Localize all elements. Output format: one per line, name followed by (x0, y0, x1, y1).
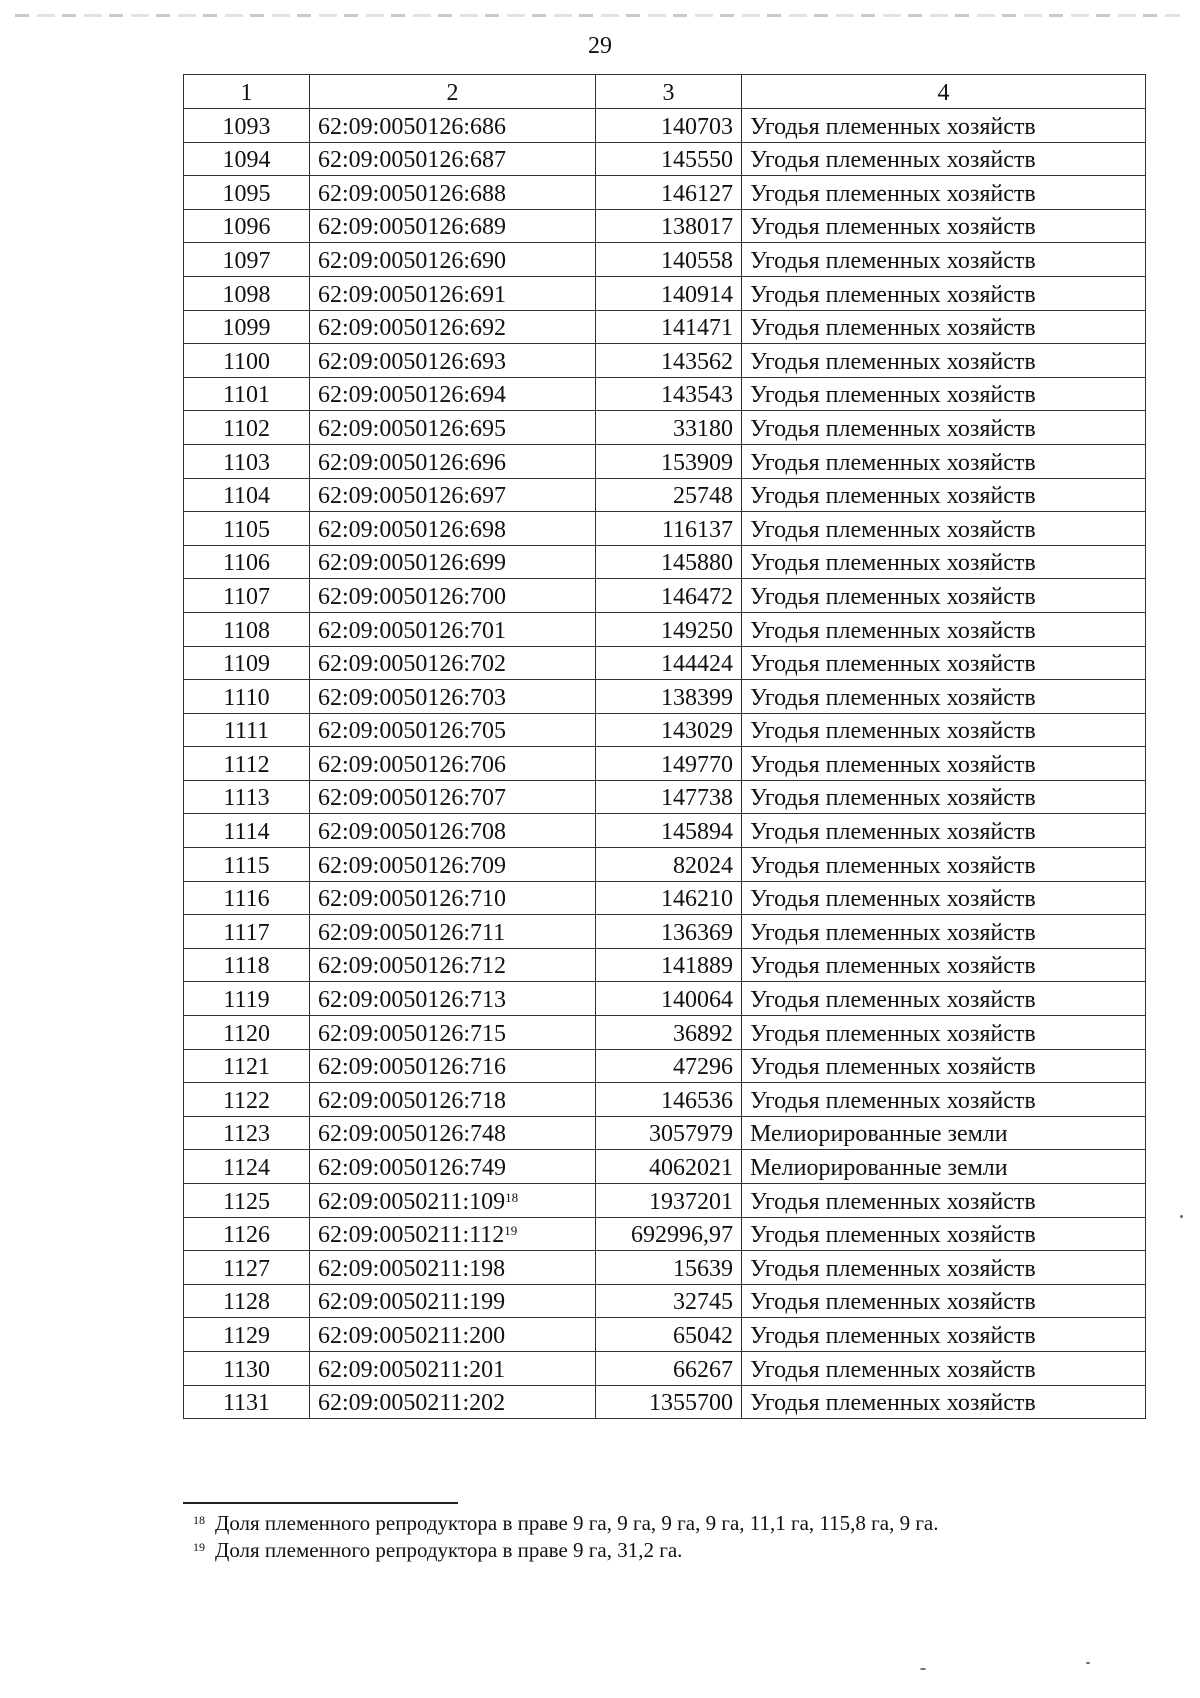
land-plots-table (183, 74, 1146, 1419)
area-value: 66267 (596, 1351, 742, 1385)
cadastral-number: 62:09:0050126:710 (318, 886, 507, 913)
cadastral-number: 62:09:0050126:713 (318, 987, 507, 1014)
land-type: Угодья племенных хозяйств (742, 1049, 1146, 1083)
land-type: Угодья племенных хозяйств (742, 848, 1146, 882)
land-type: Мелиорированные земли (742, 1150, 1146, 1184)
cadastral-number: 62:09:0050126:687 (318, 147, 507, 174)
row-number: 1104 (184, 478, 310, 512)
cadastral-number-cell (310, 680, 596, 714)
land-type: Угодья племенных хозяйств (742, 915, 1146, 949)
row-number: 1103 (184, 444, 310, 478)
area-value: 1355700 (596, 1385, 742, 1419)
table-body (184, 109, 1146, 1419)
cadastral-number: 62:09:0050126:705 (318, 718, 507, 745)
row-number: 1108 (184, 612, 310, 646)
land-type: Угодья племенных хозяйств (742, 1083, 1146, 1117)
table-row (184, 1016, 1146, 1050)
table-row (184, 814, 1146, 848)
row-number: 1111 (184, 713, 310, 747)
cadastral-number-cell (310, 1217, 596, 1251)
cadastral-number-cell (310, 209, 596, 243)
cadastral-number: 62:09:0050126:686 (318, 113, 507, 140)
cadastral-number-cell (310, 176, 596, 210)
cadastral-number-cell (310, 512, 596, 546)
cadastral-number-cell (310, 478, 596, 512)
cadastral-number-cell (310, 310, 596, 344)
cadastral-number-cell (310, 948, 596, 982)
table-row (184, 848, 1146, 882)
cadastral-number: 62:09:0050126:716 (318, 1054, 507, 1081)
cadastral-number-cell (310, 881, 596, 915)
land-type: Угодья племенных хозяйств (742, 176, 1146, 210)
row-number: 1117 (184, 915, 310, 949)
row-number: 1099 (184, 310, 310, 344)
row-number: 1125 (184, 1184, 310, 1218)
area-value: 692996,97 (596, 1217, 742, 1251)
footnote-divider (183, 1502, 458, 1504)
area-value: 145550 (596, 142, 742, 176)
row-number: 1105 (184, 512, 310, 546)
cadastral-number-cell (310, 713, 596, 747)
cadastral-number: 62:09:0050126:695 (318, 415, 507, 442)
land-type: Угодья племенных хозяйств (742, 747, 1146, 781)
area-value: 82024 (596, 848, 742, 882)
footnote-ref: 19 (504, 1223, 518, 1239)
cadastral-number-cell (310, 612, 596, 646)
cadastral-number: 62:09:0050126:700 (318, 583, 507, 610)
cadastral-number-cell (310, 243, 596, 277)
cadastral-number: 62:09:0050126:692 (318, 315, 507, 342)
table-row (184, 1049, 1146, 1083)
row-number: 1096 (184, 209, 310, 243)
area-value: 143543 (596, 377, 742, 411)
cadastral-number-cell (310, 1049, 596, 1083)
cadastral-number-cell (310, 1184, 596, 1218)
cadastral-number: 62:09:0050126:694 (318, 382, 507, 409)
area-value: 143562 (596, 344, 742, 378)
area-value: 140914 (596, 276, 742, 310)
cadastral-number: 62:09:0050126:712 (318, 953, 507, 980)
table-row (184, 747, 1146, 781)
land-type: Угодья племенных хозяйств (742, 344, 1146, 378)
footnote-18 (193, 1510, 939, 1537)
footnote-text: Доля племенного репродуктора в праве 9 га, 31,2 га. (215, 1538, 683, 1562)
row-number: 1120 (184, 1016, 310, 1050)
table-row (184, 915, 1146, 949)
cadastral-number-cell (310, 109, 596, 143)
row-number: 1115 (184, 848, 310, 882)
area-value: 147738 (596, 780, 742, 814)
cadastral-number-cell (310, 444, 596, 478)
cadastral-number: 62:09:0050126:697 (318, 483, 507, 510)
table-row (184, 1217, 1146, 1251)
cadastral-number: 62:09:0050126:711 (318, 919, 506, 946)
table-row (184, 545, 1146, 579)
land-type: Угодья племенных хозяйств (742, 411, 1146, 445)
table-row (184, 176, 1146, 210)
land-type: Угодья племенных хозяйств (742, 646, 1146, 680)
table-row (184, 579, 1146, 613)
cadastral-number: 62:09:0050126:688 (318, 180, 507, 207)
table-row (184, 1184, 1146, 1218)
table-row (184, 612, 1146, 646)
cadastral-number-cell (310, 1116, 596, 1150)
area-value: 146127 (596, 176, 742, 210)
row-number: 1109 (184, 646, 310, 680)
area-value: 146210 (596, 881, 742, 915)
table-row (184, 109, 1146, 143)
cadastral-number-cell (310, 848, 596, 882)
cadastral-number-cell (310, 1016, 596, 1050)
cadastral-number-cell (310, 411, 596, 445)
footnote-ref: 18 (505, 1189, 519, 1205)
cadastral-number: 62:09:0050126:698 (318, 516, 507, 543)
table-row (184, 209, 1146, 243)
area-value: 144424 (596, 646, 742, 680)
land-type: Мелиорированные земли (742, 1116, 1146, 1150)
area-value: 145880 (596, 545, 742, 579)
footnote-text: Доля племенного репродуктора в праве 9 га, 9 га, 9 га, 9 га, 11,1 га, 115,8 га, 9 га. (215, 1511, 939, 1535)
table-row (184, 478, 1146, 512)
table-row (184, 243, 1146, 277)
cadastral-number-cell (310, 276, 596, 310)
scan-speck (1086, 1662, 1090, 1664)
row-number: 1122 (184, 1083, 310, 1117)
row-number: 1107 (184, 579, 310, 613)
cadastral-number-cell (310, 142, 596, 176)
land-type: Угодья племенных хозяйств (742, 209, 1146, 243)
area-value: 36892 (596, 1016, 742, 1050)
cadastral-number-cell (310, 780, 596, 814)
row-number: 1101 (184, 377, 310, 411)
cadastral-number: 62:09:0050126:703 (318, 684, 507, 711)
table-row (184, 1284, 1146, 1318)
table-row (184, 411, 1146, 445)
footnote-19 (193, 1537, 939, 1564)
area-value: 4062021 (596, 1150, 742, 1184)
row-number: 1124 (184, 1150, 310, 1184)
cadastral-number: 62:09:0050211:112 (318, 1222, 505, 1249)
cadastral-number-cell (310, 545, 596, 579)
column-header-1: 1 (184, 75, 310, 109)
cadastral-number: 62:09:0050126:696 (318, 449, 507, 476)
cadastral-number: 62:09:0050211:200 (318, 1322, 506, 1349)
cadastral-number-cell (310, 344, 596, 378)
table-row (184, 444, 1146, 478)
row-number: 1114 (184, 814, 310, 848)
row-number: 1126 (184, 1217, 310, 1251)
column-header-3: 3 (596, 75, 742, 109)
cadastral-number-cell (310, 646, 596, 680)
area-value: 33180 (596, 411, 742, 445)
land-type: Угодья племенных хозяйств (742, 276, 1146, 310)
area-value: 138017 (596, 209, 742, 243)
land-type: Угодья племенных хозяйств (742, 243, 1146, 277)
land-type: Угодья племенных хозяйств (742, 1184, 1146, 1218)
land-type: Угодья племенных хозяйств (742, 478, 1146, 512)
row-number: 1123 (184, 1116, 310, 1150)
land-type: Угодья племенных хозяйств (742, 948, 1146, 982)
area-value: 141471 (596, 310, 742, 344)
land-type: Угодья племенных хозяйств (742, 1385, 1146, 1419)
area-value: 145894 (596, 814, 742, 848)
cadastral-number: 62:09:0050126:706 (318, 751, 507, 778)
cadastral-number-cell (310, 1385, 596, 1419)
area-value: 15639 (596, 1251, 742, 1285)
row-number: 1100 (184, 344, 310, 378)
land-type: Угодья племенных хозяйств (742, 1251, 1146, 1285)
cadastral-number: 62:09:0050211:198 (318, 1255, 506, 1282)
table-row (184, 646, 1146, 680)
page-number: 29 (588, 33, 612, 59)
row-number: 1112 (184, 747, 310, 781)
cadastral-number-cell (310, 814, 596, 848)
cadastral-number: 62:09:0050211:202 (318, 1390, 506, 1417)
scan-speck (920, 1668, 926, 1670)
row-number: 1128 (184, 1284, 310, 1318)
table-row (184, 881, 1146, 915)
row-number: 1116 (184, 881, 310, 915)
table-row (184, 1116, 1146, 1150)
cadastral-number-cell (310, 1251, 596, 1285)
land-type: Угодья племенных хозяйств (742, 444, 1146, 478)
area-value: 140558 (596, 243, 742, 277)
cadastral-number: 62:09:0050126:748 (318, 1121, 507, 1148)
scan-edge-noise (15, 14, 1180, 17)
cadastral-number-cell (310, 1351, 596, 1385)
row-number: 1097 (184, 243, 310, 277)
table-row (184, 1083, 1146, 1117)
cadastral-number: 62:09:0050126:709 (318, 852, 507, 879)
area-value: 116137 (596, 512, 742, 546)
area-value: 3057979 (596, 1116, 742, 1150)
cadastral-number: 62:09:0050126:718 (318, 1087, 507, 1114)
cadastral-number: 62:09:0050126:690 (318, 247, 507, 274)
row-number: 1093 (184, 109, 310, 143)
table-row (184, 1385, 1146, 1419)
land-type: Угодья племенных хозяйств (742, 1351, 1146, 1385)
area-value: 138399 (596, 680, 742, 714)
row-number: 1113 (184, 780, 310, 814)
row-number: 1110 (184, 680, 310, 714)
cadastral-number-cell (310, 377, 596, 411)
table-row (184, 344, 1146, 378)
table-row (184, 1251, 1146, 1285)
scan-speck (1180, 1215, 1183, 1218)
land-type: Угодья племенных хозяйств (742, 982, 1146, 1016)
area-value: 1937201 (596, 1184, 742, 1218)
table-row (184, 680, 1146, 714)
land-type: Угодья племенных хозяйств (742, 1318, 1146, 1352)
area-value: 146536 (596, 1083, 742, 1117)
land-type: Угодья племенных хозяйств (742, 881, 1146, 915)
cadastral-number: 62:09:0050126:715 (318, 1020, 507, 1047)
table-row (184, 1318, 1146, 1352)
area-value: 140703 (596, 109, 742, 143)
row-number: 1094 (184, 142, 310, 176)
table-row (184, 1150, 1146, 1184)
table-row (184, 713, 1146, 747)
table-header-row (184, 75, 1146, 109)
footnote-mark: 18 (193, 1513, 205, 1527)
area-value: 32745 (596, 1284, 742, 1318)
area-value: 140064 (596, 982, 742, 1016)
column-header-2: 2 (310, 75, 596, 109)
land-type: Угодья племенных хозяйств (742, 579, 1146, 613)
area-value: 143029 (596, 713, 742, 747)
row-number: 1130 (184, 1351, 310, 1385)
row-number: 1131 (184, 1385, 310, 1419)
area-value: 153909 (596, 444, 742, 478)
footnote-mark: 19 (193, 1540, 205, 1554)
cadastral-number-cell (310, 1318, 596, 1352)
table-row (184, 512, 1146, 546)
cadastral-number: 62:09:0050126:749 (318, 1155, 507, 1181)
row-number: 1102 (184, 411, 310, 445)
land-type: Угодья племенных хозяйств (742, 109, 1146, 143)
cadastral-number: 62:09:0050126:693 (318, 348, 507, 375)
cadastral-number: 62:09:0050126:701 (318, 617, 507, 644)
land-type: Угодья племенных хозяйств (742, 680, 1146, 714)
row-number: 1098 (184, 276, 310, 310)
cadastral-number-cell (310, 1083, 596, 1117)
table-row (184, 142, 1146, 176)
cadastral-number-cell (310, 1284, 596, 1318)
cadastral-number: 62:09:0050211:199 (318, 1289, 506, 1316)
row-number: 1119 (184, 982, 310, 1016)
cadastral-number: 62:09:0050211:109 (318, 1188, 506, 1215)
land-type: Угодья племенных хозяйств (742, 310, 1146, 344)
row-number: 1127 (184, 1251, 310, 1285)
land-type: Угодья племенных хозяйств (742, 612, 1146, 646)
land-type: Угодья племенных хозяйств (742, 545, 1146, 579)
area-value: 149250 (596, 612, 742, 646)
footnotes (193, 1510, 939, 1564)
cadastral-number: 62:09:0050126:707 (318, 785, 507, 812)
cadastral-number-cell (310, 1150, 596, 1184)
land-type: Угодья племенных хозяйств (742, 1016, 1146, 1050)
land-type: Угодья племенных хозяйств (742, 1217, 1146, 1251)
area-value: 136369 (596, 915, 742, 949)
cadastral-number-cell (310, 579, 596, 613)
area-value: 149770 (596, 747, 742, 781)
cadastral-number-cell (310, 982, 596, 1016)
cadastral-number-cell (310, 915, 596, 949)
cadastral-number: 62:09:0050126:689 (318, 214, 507, 241)
land-type: Угодья племенных хозяйств (742, 512, 1146, 546)
land-type: Угодья племенных хозяйств (742, 713, 1146, 747)
area-value: 141889 (596, 948, 742, 982)
table-row (184, 1351, 1146, 1385)
cadastral-number: 62:09:0050126:699 (318, 550, 507, 577)
land-type: Угодья племенных хозяйств (742, 780, 1146, 814)
cadastral-number: 62:09:0050126:708 (318, 819, 507, 846)
cadastral-number-cell (310, 747, 596, 781)
cadastral-number: 62:09:0050126:702 (318, 651, 507, 678)
area-value: 146472 (596, 579, 742, 613)
land-type: Угодья племенных хозяйств (742, 1284, 1146, 1318)
area-value: 25748 (596, 478, 742, 512)
table-row (184, 948, 1146, 982)
row-number: 1118 (184, 948, 310, 982)
table-row (184, 377, 1146, 411)
row-number: 1121 (184, 1049, 310, 1083)
table-row (184, 982, 1146, 1016)
table-row (184, 276, 1146, 310)
cadastral-number: 62:09:0050211:201 (318, 1356, 506, 1383)
land-type: Угодья племенных хозяйств (742, 814, 1146, 848)
land-type: Угодья племенных хозяйств (742, 377, 1146, 411)
column-header-4: 4 (742, 75, 1146, 109)
row-number: 1129 (184, 1318, 310, 1352)
table-row (184, 310, 1146, 344)
row-number: 1095 (184, 176, 310, 210)
table-row (184, 780, 1146, 814)
area-value: 65042 (596, 1318, 742, 1352)
row-number: 1106 (184, 545, 310, 579)
land-type: Угодья племенных хозяйств (742, 142, 1146, 176)
cadastral-number: 62:09:0050126:691 (318, 281, 507, 308)
area-value: 47296 (596, 1049, 742, 1083)
